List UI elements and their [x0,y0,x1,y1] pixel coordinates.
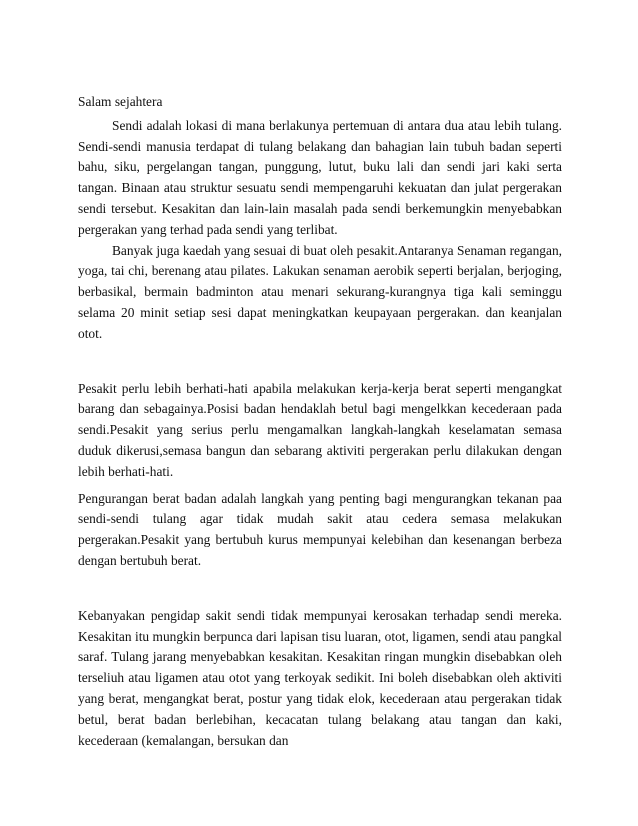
paragraph-safety-precautions: Pesakit perlu lebih berhati-hati apabila melakukan kerja-kerja berat seperti mengangkat barang dan sebagainya.Posisi badan hendaklah betul bagi mengelkkan kecederaan pada sendi.Pesakit yang serius perlu mengamalkan langkah-langkah keselamatan semasa duduk dikerusi,semasa bangun dan sebarang aktiviti pergerakan perlu dilakukan dengan lebih berhati-hati. [78,380,562,479]
paragraph-pain-causes: Kebanyakan pengidap sakit sendi tidak mempunyai kerosakan terhadap sendi mereka. Kesakitan itu mungkin berpunca dari lapisan tisu luaran, otot, ligamen, sendi atau pangkal saraf. Tulang jarang menyebabkan kesakitan. Kesakitan ringan mungkin disebabkan oleh terseliuh atau ligamen atau otot yang terkoyak sedikit. Ini boleh disebabkan oleh aktiviti yang berat, mengangkat berat, postur yang tidak elok, kecederaan atau pergerakan tidak betul, berat badan berlebihan, kecacatan tulang belakang atau tangan dan kaki, kecederaan (kemalangan, bersukan dan [78,607,562,748]
paragraph-exercise-methods: Banyak juga kaedah yang sesuai di buat oleh pesakit.Antaranya Senaman regangan, yoga, tai chi, berenang atau pilates. Lakukan senaman aerobik seperti berjalan, berjoging, berbasikal, bermain badminton atau menari sekurang-kurangnya tiga kali seminggu selama 20 minit setiap sesi dapat meningkatkan keupayaan pergerakan. dan keanjalan otot. [78,242,562,341]
document-page [78,92,562,751]
paragraph-joint-definition: Sendi adalah lokasi di mana berlakunya pertemuan di antara dua atau lebih tulang. Sendi-sendi manusia terdapat di tulang belakang dan bahagian lain tubuh badan seperti bahu, siku, pergelangan tangan, punggung, lutut, buku lali dan sendi jari kaki serta tangan. Binaan atau struktur sesuatu sendi mempengaruhi kekuatan dan julat pergerakan sendi tersebut. Kesakitan dan lain-lain masalah pada sendi berkemungkin menyebabkan pergerakan yang terhad pada sendi yang terlibat. [78,117,562,237]
paragraph-weight-reduction: Pengurangan berat badan adalah langkah yang penting bagi mengurangkan tekanan paa sendi-sendi tulang agar tidak mudah sakit atau cedera semasa melakukan pergerakan.Pesakit yang bertubuh kurus mempunyai kelebihan dan kesenangan berbeza dengan bertubuh berat. [78,490,562,568]
greeting-line: Salam sejahtera [78,94,163,109]
